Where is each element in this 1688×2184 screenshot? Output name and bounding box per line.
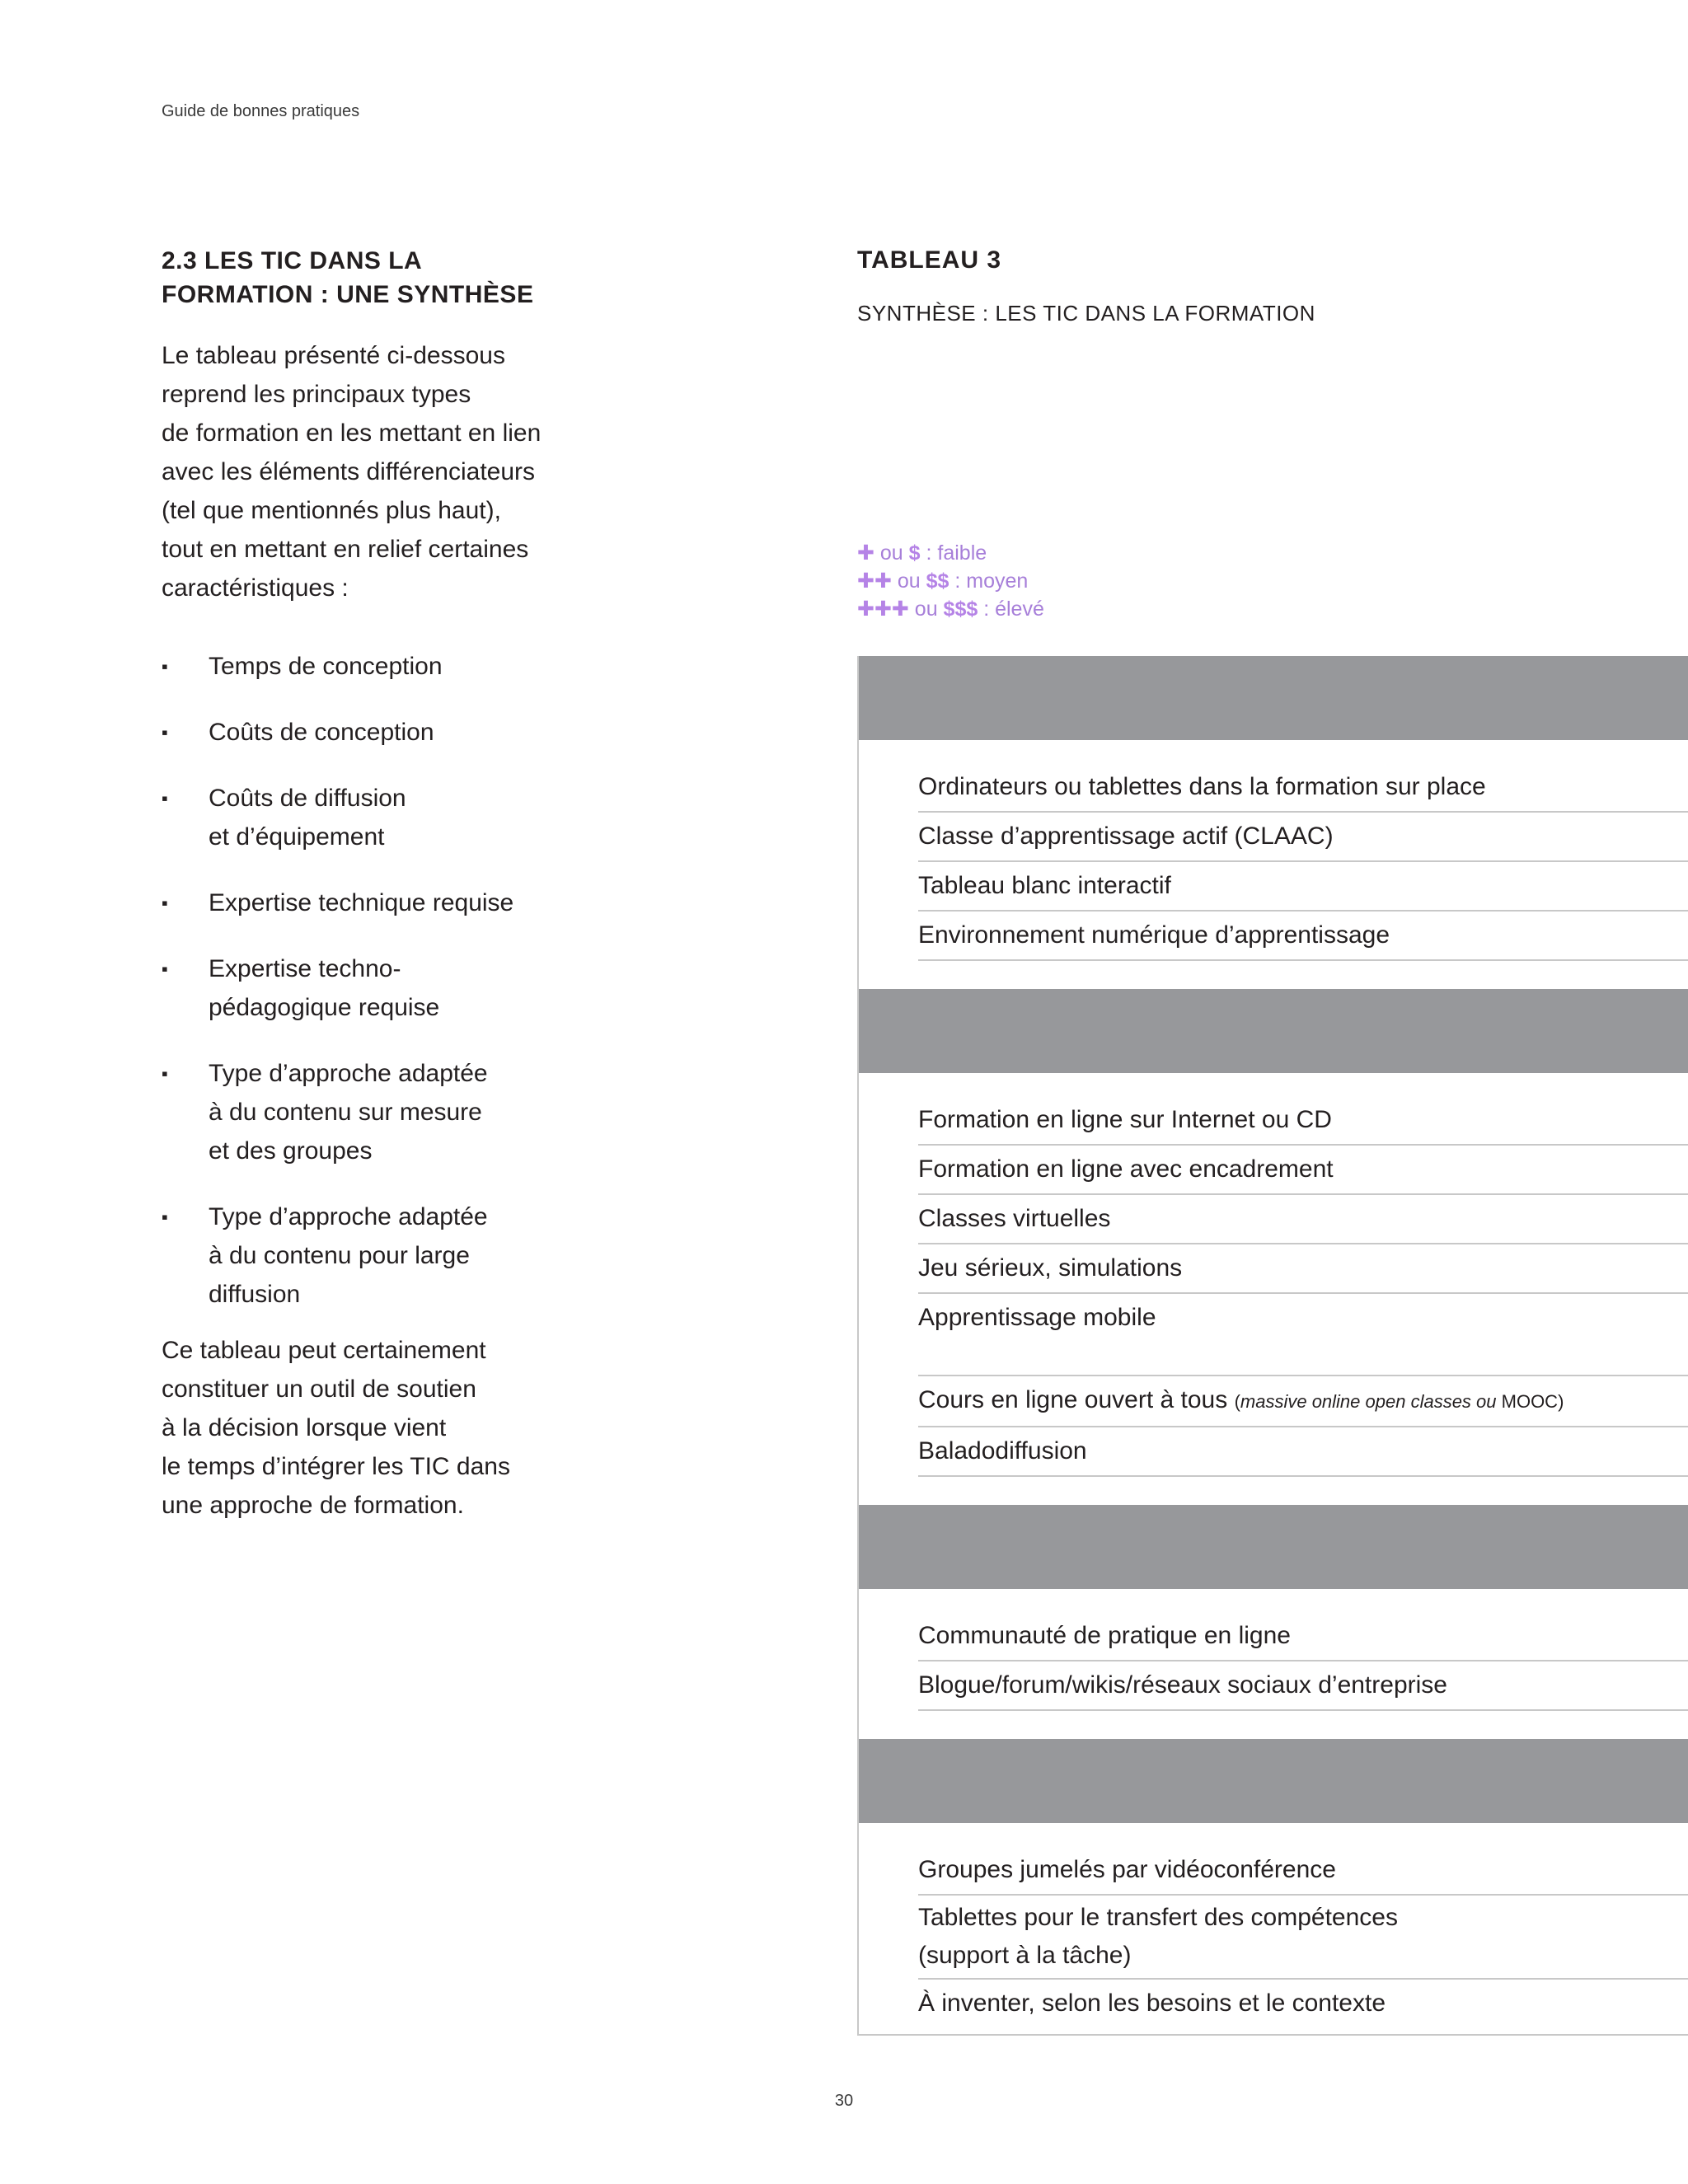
list-item: ▪ Coûts de conception <box>162 713 623 752</box>
table-row: Blogue/forum/wikis/réseaux sociaux d’entreprise <box>918 1661 1688 1711</box>
table-row: Groupes jumelés par vidéoconférence <box>918 1846 1688 1896</box>
closing-line: à la décision lorsque vient <box>162 1414 447 1441</box>
group-body <box>859 1823 1688 2034</box>
synthesis-table <box>857 656 1688 2036</box>
list-item: ▪ Expertise techno- pédagogique requise <box>162 949 623 1027</box>
group-header-band <box>859 656 1688 740</box>
intro-paragraph <box>162 336 623 607</box>
intro-line: avec les éléments différenciateurs <box>162 458 536 485</box>
section-title <box>162 244 623 312</box>
table-row: Jeu sérieux, simulations <box>918 1244 1688 1294</box>
table-title: TABLEAU 3 <box>857 246 1002 274</box>
plus-icon: ✚✚ <box>857 569 892 593</box>
table-row: Classe d’apprentissage actif (CLAAC) <box>918 813 1688 862</box>
table-row: Formation en ligne avec encadrement <box>918 1146 1688 1195</box>
table-row: Baladodiffusion <box>918 1427 1688 1477</box>
legend-row: ✚✚✚ ou $$$ : élevé <box>857 598 1044 621</box>
legend <box>857 539 1044 623</box>
section-title-line: FORMATION : UNE SYNTHÈSE <box>162 281 534 308</box>
closing-line: constituer un outil de soutien <box>162 1376 476 1403</box>
table-row: À inventer, selon les besoins et le contexte <box>918 1990 1386 2017</box>
group-body <box>859 740 1688 989</box>
list-item: ▪ Temps de conception <box>162 647 623 686</box>
criteria-list <box>162 647 623 1314</box>
intro-line: caractéristiques : <box>162 574 349 602</box>
plus-icon: ✚✚✚ <box>857 598 909 621</box>
running-head: Guide de bonnes pratiques <box>162 102 360 120</box>
dollar-icon: $ <box>908 541 921 565</box>
plus-icon: ✚ <box>857 541 874 565</box>
table-row: Environnement numérique d’apprentissage <box>918 912 1688 961</box>
bullet-icon: ▪ <box>162 656 168 677</box>
group-header-band <box>859 989 1688 1073</box>
closing-line: le temps d’intégrer les TIC dans <box>162 1453 510 1480</box>
legend-row: ✚ ou $ : faible <box>857 541 987 565</box>
dollar-icon: $$$ <box>943 598 978 621</box>
table-row: Communauté de pratique en ligne <box>918 1612 1688 1661</box>
group-body <box>859 1073 1688 1505</box>
dollar-icon: $$ <box>926 569 950 593</box>
group-header-band <box>859 1739 1688 1823</box>
table-row: Cours en ligne ouvert à tous (massive online open classes ou MOOC) <box>918 1375 1688 1427</box>
table-row: Apprentissage mobile <box>918 1304 1156 1331</box>
closing-paragraph <box>162 1331 623 1525</box>
bullet-icon: ▪ <box>162 958 168 979</box>
table-row: Tablettes pour le transfert des compétences (support à la tâche) <box>918 1896 1688 1980</box>
bullet-icon: ▪ <box>162 788 168 808</box>
intro-line: de formation en les mettant en lien <box>162 419 542 447</box>
group-header-band <box>859 1505 1688 1589</box>
intro-line: reprend les principaux types <box>162 381 471 408</box>
bullet-icon: ▪ <box>162 1063 168 1084</box>
group-body <box>859 1589 1688 1739</box>
left-column <box>162 244 623 1525</box>
bullet-icon: ▪ <box>162 722 168 743</box>
intro-line: Le tableau présenté ci-dessous <box>162 342 505 369</box>
list-item: ▪ Type d’approche adaptée à du contenu pour large diffusion <box>162 1197 623 1314</box>
section-title-line: 2.3 LES TIC DANS LA <box>162 247 423 274</box>
table-row: Classes virtuelles <box>918 1195 1688 1244</box>
list-item: ▪ Type d’approche adaptée à du contenu sur mesure et des groupes <box>162 1054 623 1170</box>
table-row: Ordinateurs ou tablettes dans la formation sur place <box>918 763 1688 813</box>
table-row: Formation en ligne sur Internet ou CD <box>918 1096 1688 1146</box>
list-item: ▪ Expertise technique requise <box>162 883 623 922</box>
page-number: 30 <box>834 2092 854 2110</box>
intro-line: tout en mettant en relief certaines <box>162 536 529 563</box>
right-column <box>857 244 1688 328</box>
list-item: ▪ Coûts de diffusion et d’équipement <box>162 779 623 856</box>
closing-line: Ce tableau peut certainement <box>162 1337 486 1364</box>
legend-row: ✚✚ ou $$ : moyen <box>857 569 1029 593</box>
closing-line: une approche de formation. <box>162 1492 464 1519</box>
bullet-icon: ▪ <box>162 1207 168 1227</box>
table-row: Tableau blanc interactif <box>918 862 1688 912</box>
table-subtitle: SYNTHÈSE : LES TIC DANS LA FORMATION <box>857 301 1315 326</box>
bullet-icon: ▪ <box>162 893 168 913</box>
intro-line: (tel que mentionnés plus haut), <box>162 497 501 524</box>
